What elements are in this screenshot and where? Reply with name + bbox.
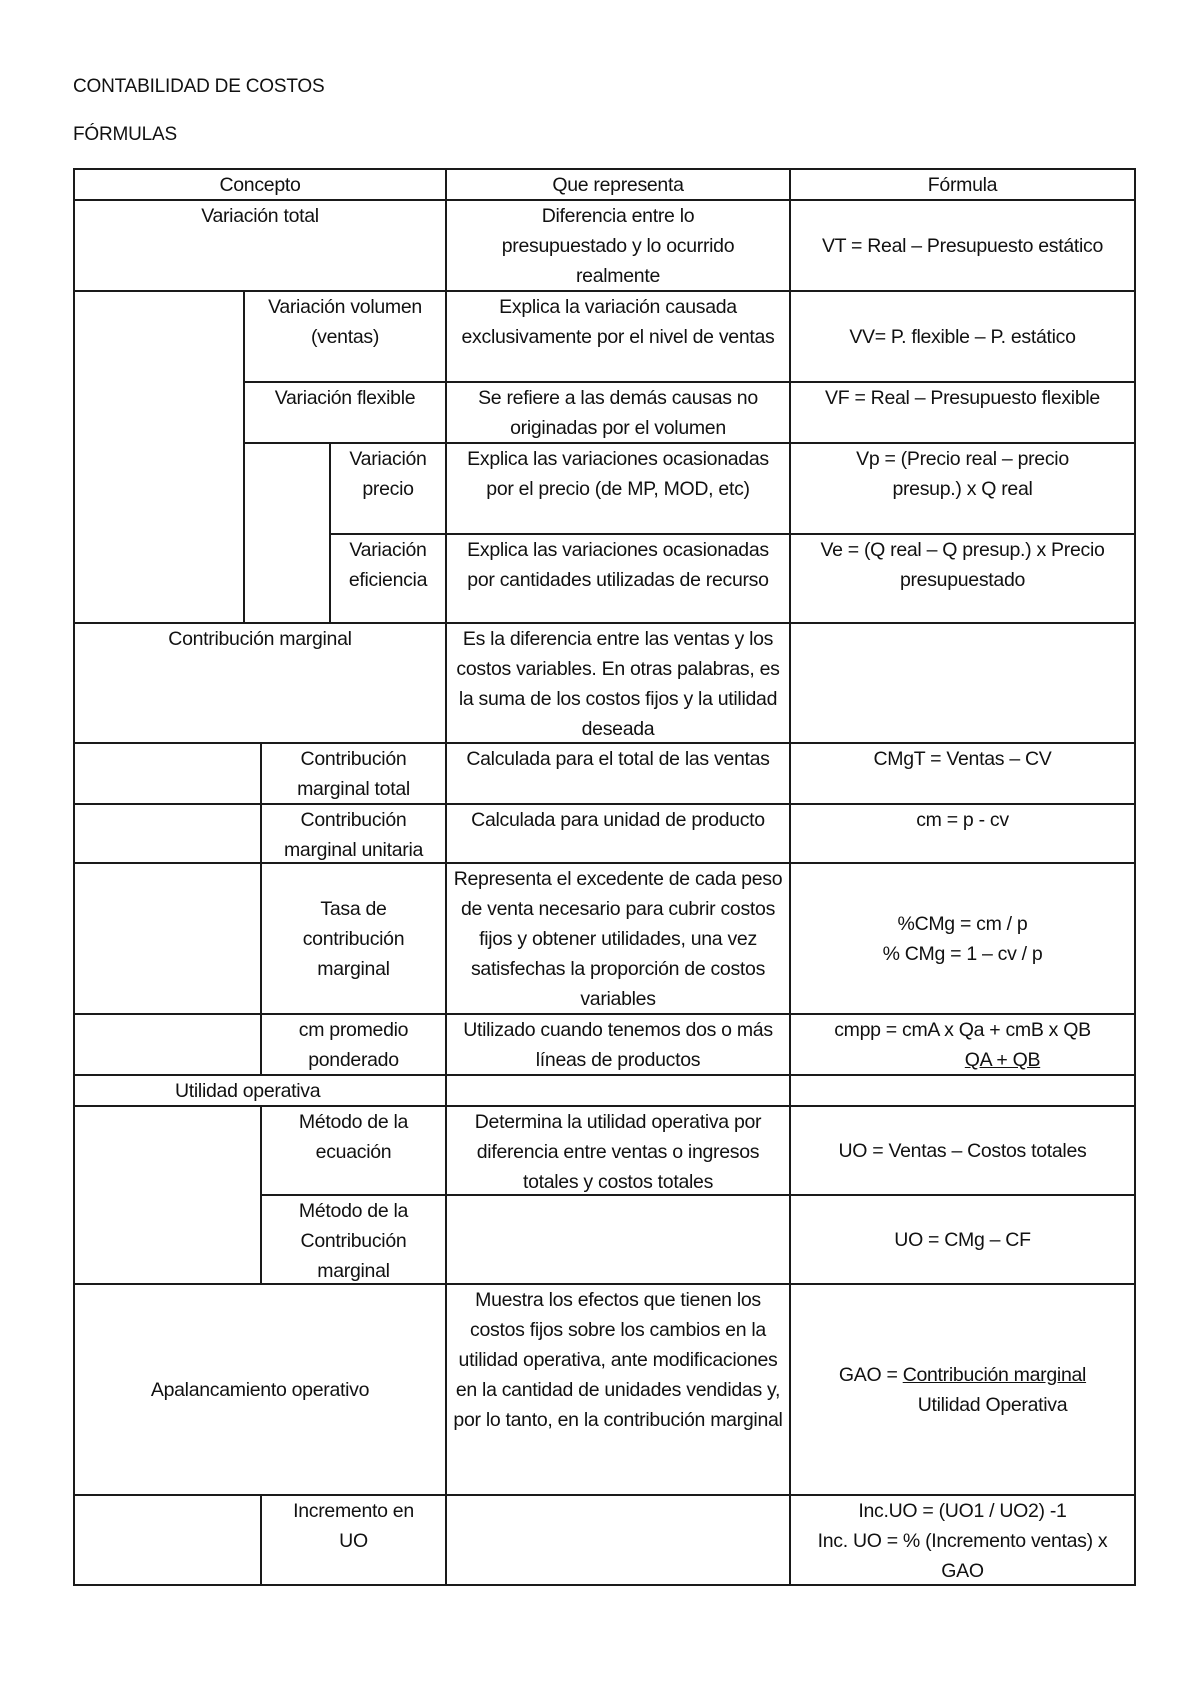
group-spacer-cmpp: [73, 1013, 262, 1076]
row-cmu-formula: cm = p - cv: [789, 803, 1136, 864]
row-cmt-concepto: Contribución marginal total: [260, 742, 447, 805]
tcm-formula-1: %CMg = cm / p: [897, 912, 1028, 935]
gao-formula-numerator: Contribución marginal: [902, 1363, 1087, 1386]
row-mec-concepto: Método de la ecuación: [260, 1105, 447, 1196]
document-title: CONTABILIDAD DE COSTOS: [73, 76, 325, 97]
row-vt-concepto: Variación total: [73, 199, 447, 292]
row-vf-representa: Se refiere a las demás causas no originadas por el volumen: [445, 381, 791, 444]
cmpp-formula-denominator: QA + QB: [964, 1049, 1041, 1071]
row-cmt-formula: CMgT = Ventas – CV: [789, 742, 1136, 805]
row-vf-concepto: Variación flexible: [243, 381, 447, 444]
row-ve-representa: Explica las variaciones ocasionadas por cantidades utilizadas de recurso: [445, 533, 791, 624]
row-ve-concepto: Variación eficiencia: [329, 533, 447, 624]
row-gao-representa: Muestra los efectos que tienen los costos fijos sobre los cambios en la utilidad operativa, ante modificaciones en la cantidad de unidades vendidas y, por lo tanto, en la contribución marginal: [445, 1283, 791, 1496]
group-spacer-tcm: [73, 862, 262, 1015]
row-tcm-formula: [789, 862, 1136, 1015]
row-cm-formula: [789, 622, 1136, 744]
header-concepto: Concepto: [73, 168, 447, 201]
row-cmt-representa: Calculada para el total de las ventas: [445, 742, 791, 805]
row-mcm-formula: UO = CMg – CF: [789, 1194, 1136, 1285]
row-mec-representa: Determina la utilidad operativa por diferencia entre ventas o ingresos totales y costos totales: [445, 1105, 791, 1196]
row-vp-concepto: Variación precio: [329, 442, 447, 535]
row-uo-formula: [789, 1074, 1136, 1107]
header-formula: Fórmula: [789, 168, 1136, 201]
row-vt-representa: Diferencia entre lo presupuestado y lo ocurrido realmente: [445, 199, 791, 292]
row-vt-formula: VT = Real – Presupuesto estático: [789, 199, 1136, 292]
group-spacer-cmu: [73, 803, 262, 864]
row-gao-formula: [789, 1283, 1136, 1496]
gao-formula-numerator-line: GAO = Contribución marginal: [838, 1363, 1087, 1386]
group-spacer-variacion: [73, 290, 245, 624]
row-cmu-representa: Calculada para unidad de producto: [445, 803, 791, 864]
row-vf-formula: VF = Real – Presupuesto flexible: [789, 381, 1136, 444]
row-uo-concepto: Utilidad operativa: [73, 1074, 447, 1107]
cmpp-formula-numerator: cmpp = cmA x Qa + cmB x QB: [834, 1019, 1091, 1041]
row-inc-concepto: Incremento en UO: [260, 1494, 447, 1586]
group-spacer-inc: [73, 1494, 262, 1586]
row-vv-concepto: Variación volumen (ventas): [243, 290, 447, 383]
row-cmpp-formula: [789, 1013, 1136, 1076]
row-vv-formula: VV= P. flexible – P. estático: [789, 290, 1136, 383]
row-inc-representa: [445, 1494, 791, 1586]
row-cm-representa: Es la diferencia entre las ventas y los costos variables. En otras palabras, es la suma de los costos fijos y la utilidad deseada: [445, 622, 791, 744]
row-vp-formula: Vp = (Precio real – precio presup.) x Q real: [789, 442, 1136, 535]
row-mcm-representa: [445, 1194, 791, 1285]
row-gao-concepto: Apalancamiento operativo: [73, 1283, 447, 1496]
row-vp-representa: Explica las variaciones ocasionadas por el precio (de MP, MOD, etc): [445, 442, 791, 535]
group-spacer-cmt: [73, 742, 262, 805]
row-tcm-concepto: Tasa de contribución marginal: [260, 862, 447, 1015]
row-vv-representa: Explica la variación causada exclusivamente por el nivel de ventas: [445, 290, 791, 383]
header-representa: Que representa: [445, 168, 791, 201]
row-uo-representa: [445, 1074, 791, 1107]
row-mec-formula: UO = Ventas – Costos totales: [789, 1105, 1136, 1196]
row-inc-formula: [789, 1494, 1136, 1586]
row-cmpp-concepto: cm promedio ponderado: [260, 1013, 447, 1076]
tcm-formula-2: % CMg = 1 – cv / p: [882, 942, 1043, 965]
row-mcm-concepto: Método de la Contribución marginal: [260, 1194, 447, 1285]
inc-formula-2: Inc. UO = % (Incremento ventas) x GAO: [817, 1530, 1108, 1582]
row-ve-formula: Ve = (Q real – Q presup.) x Precio presupuestado: [789, 533, 1136, 624]
row-cmu-concepto: Contribución marginal unitaria: [260, 803, 447, 864]
document-subtitle: FÓRMULAS: [73, 124, 177, 145]
inc-formula-1: Inc.UO = (UO1 / UO2) -1: [858, 1500, 1067, 1522]
row-cm-concepto: Contribución marginal: [73, 622, 447, 744]
gao-formula-denominator: Utilidad Operativa: [917, 1393, 1068, 1416]
group-spacer-uo: [73, 1105, 262, 1285]
row-tcm-representa: Representa el excedente de cada peso de venta necesario para cubrir costos fijos y obtener utilidades, una vez satisfechas la proporción de costos variables: [445, 862, 791, 1015]
row-cmpp-representa: Utilizado cuando tenemos dos o más líneas de productos: [445, 1013, 791, 1076]
group-spacer-precio-eficiencia: [243, 442, 331, 624]
